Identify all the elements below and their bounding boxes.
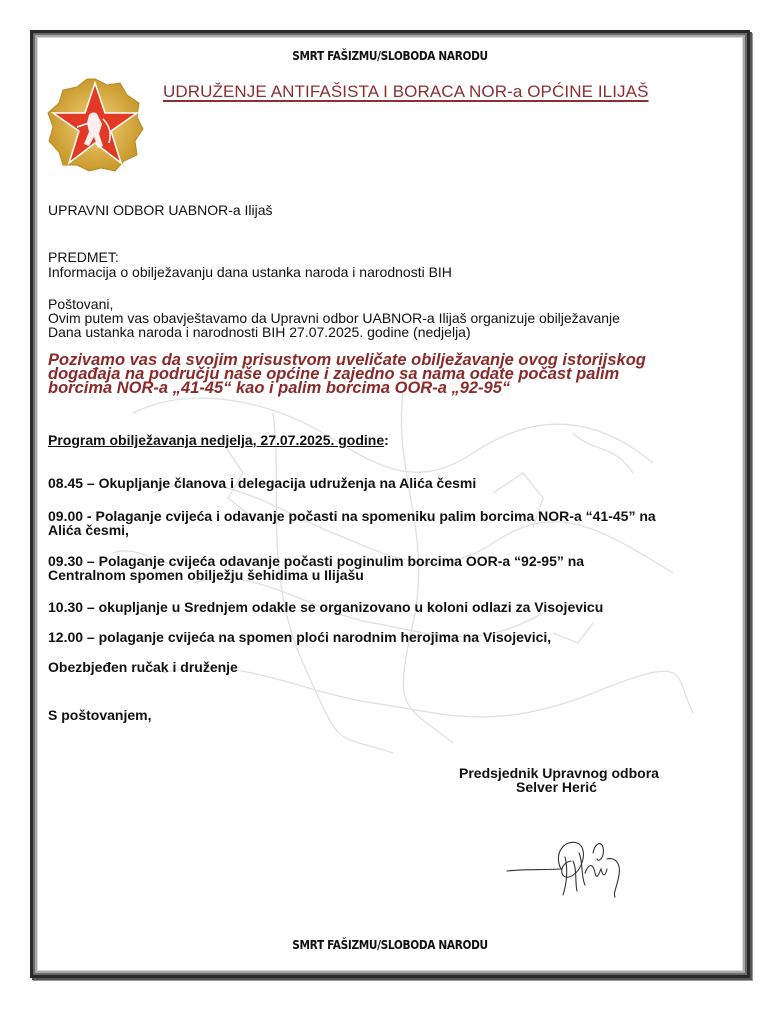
- red-star-emblem-icon: [45, 75, 145, 175]
- program-item-continued: Centralnom spomen obilježju šehidima u Ilijašu: [48, 567, 364, 583]
- program-item: Obezbjeđen ručak i druženje: [48, 659, 238, 675]
- document-page: [30, 30, 750, 978]
- header-slogan: SMRT FAŠIZMU/SLOBODA NARODU: [292, 49, 488, 63]
- program-item: 09.30 – Polaganje cvijeća odavanje počasti poginulim borcima OOR-a “92-95” na: [48, 553, 585, 569]
- program-item: 09.00 - Polaganje cvijeća i odavanje počasti na spomeniku palim borcima NOR-a “41-45” na: [48, 508, 656, 524]
- greeting: Poštovani,: [48, 296, 114, 312]
- program-item-continued: Alića česmi,: [48, 522, 129, 538]
- intro-line-2: Dana ustanka naroda i narodnosti BIH 27.07.2025. godine (nedjelja): [48, 324, 471, 340]
- closing: S poštovanjem,: [48, 707, 152, 723]
- program-heading-text: Program obilježavanja nedjelja, 27.07.2025. godine: [48, 432, 385, 448]
- program-heading-colon: :: [384, 432, 389, 448]
- program-item: 10.30 – okupljanje u Srednjem odakle se organizovano u koloni odlazi za Visojevicu: [48, 599, 604, 615]
- signatory-name: Selver Herić: [516, 779, 597, 795]
- subject-text: Informacija o obilježavanju dana ustanka naroda i narodnosti BIH: [48, 264, 452, 280]
- program-item: 08.45 – Okupljanje članova i delegacija udruženja na Alića česmi: [48, 475, 477, 491]
- organization-title: UDRUŽENJE ANTIFAŠISTA I BORACA NOR-a OPĆINE ILIJAŠ: [163, 82, 649, 101]
- subject-label: PREDMET:: [48, 249, 119, 265]
- handwritten-signature-icon: [503, 833, 643, 903]
- program-heading: [48, 433, 389, 448]
- signatory-title: Predsjednik Upravnog odbora: [459, 765, 659, 781]
- program-item: 12.00 – polaganje cvijeća na spomen ploći narodnim herojima na Visojevici,: [48, 629, 552, 645]
- invitation-line-2: događaja na području naše općine i zajedno sa nama odate počast palim: [48, 365, 620, 383]
- recipient: UPRAVNI ODBOR UABNOR-a Ilijaš: [48, 202, 273, 218]
- invitation-paragraph: [48, 353, 736, 395]
- invitation-line-3: borcima NOR-a „41-45“ kao i palim borcima OOR-a „92-95“: [48, 379, 511, 397]
- intro-line-1: Ovim putem vas obavještavamo da Upravni odbor UABNOR-a Ilijaš organizuje obilježavanje: [48, 310, 620, 326]
- signatory-block: [459, 766, 659, 794]
- footer-slogan: SMRT FAŠIZMU/SLOBODA NARODU: [292, 938, 488, 952]
- invitation-line-1: Pozivamo vas da svojim prisustvom uveličate obilježavanje ovog istorijskog: [48, 351, 646, 369]
